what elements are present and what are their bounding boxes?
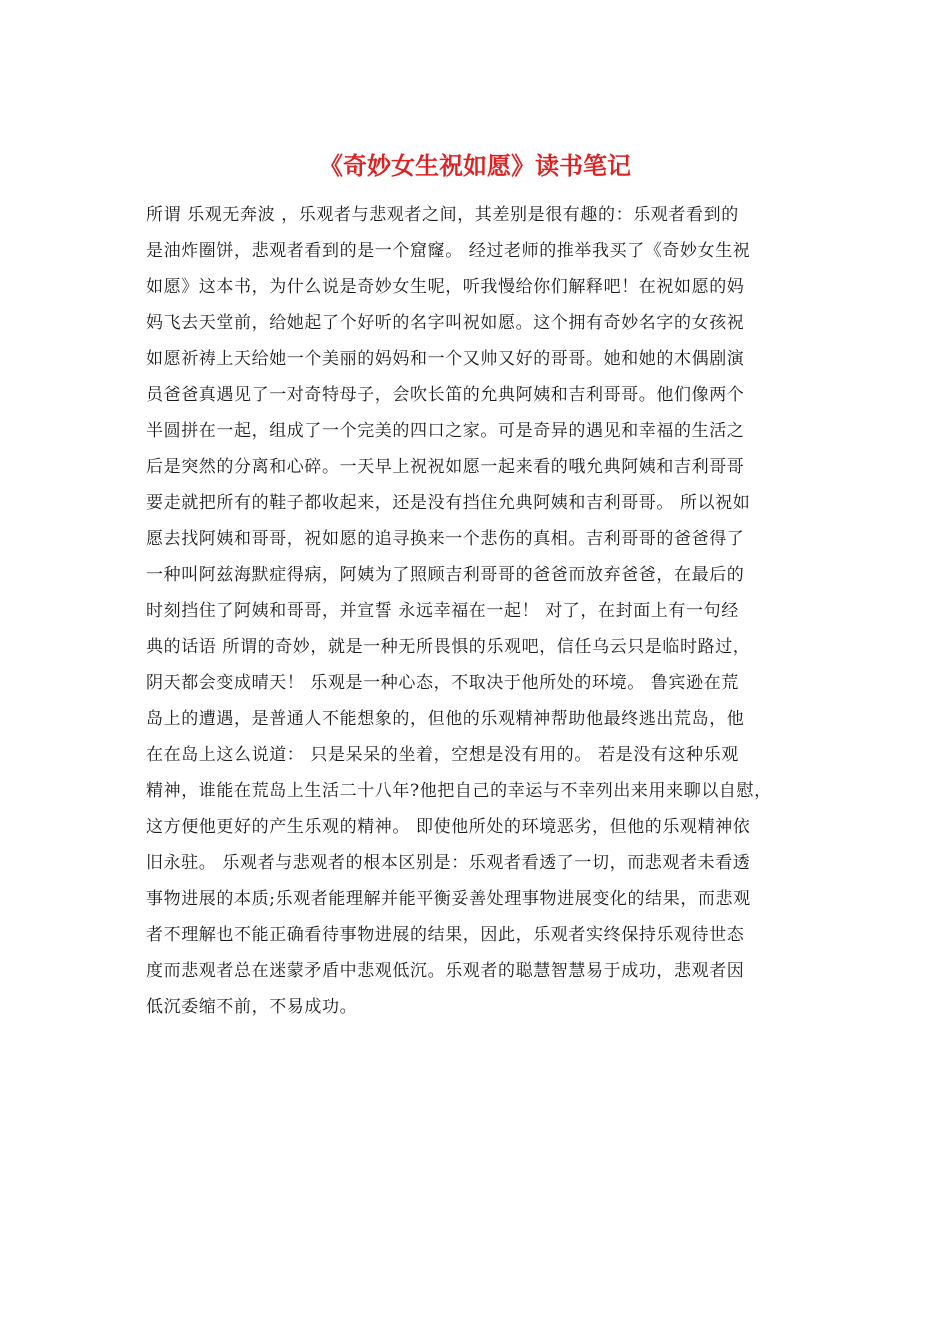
body-line: 事物进展的本质;乐观者能理解并能平衡妥善处理事物进展变化的结果，而悲观	[146, 889, 751, 909]
body-line: 愿去找阿姨和哥哥，祝如愿的追寻换来一个悲伤的真相。吉利哥哥的爸爸得了	[146, 529, 745, 549]
body-line: 阴天都会变成晴天！ 乐观是一种心态，不取决于他所处的环境。 鲁宾逊在荒	[146, 673, 739, 693]
body-line: 要走就把所有的鞋子都收起来，还是没有挡住允典阿姨和吉利哥哥。 所以祝如	[146, 493, 751, 513]
body-line: 后是突然的分离和心碎。一天早上祝祝如愿一起来看的哦允典阿姨和吉利哥哥	[146, 457, 745, 477]
body-line: 所谓 乐观无奔波 ，乐观者与悲观者之间，其差别是很有趣的：乐观者看到的	[146, 205, 739, 225]
body-line: 半圆拼在一起，组成了一个完美的四口之家。可是奇异的遇见和幸福的生活之	[146, 421, 745, 441]
body-line: 者不理解也不能正确看待事物进展的结果，因此，乐观者实终保持乐观待世态	[146, 925, 745, 945]
body-line: 员爸爸真遇见了一对奇特母子，会吹长笛的允典阿姨和吉利哥哥。他们像两个	[146, 385, 745, 405]
body-line: 妈飞去天堂前，给她起了个好听的名字叫祝如愿。这个拥有奇妙名字的女孩祝	[146, 313, 745, 333]
body-line: 在在岛上这么说道： 只是呆呆的坐着，空想是没有用的。 若是没有这种乐观	[146, 745, 739, 765]
body-line: 岛上的遭遇，是普通人不能想象的，但他的乐观精神帮助他最终逃出荒岛，他	[146, 709, 745, 729]
body-line: 这方便他更好的产生乐观的精神。 即使他所处的环境恶劣，但他的乐观精神依	[146, 817, 751, 837]
body-line: 如愿》这本书，为什么说是奇妙女生呢，听我慢给你们解释吧！在祝如愿的妈	[146, 277, 745, 297]
document-title: 《奇妙女生祝如愿》读书笔记	[319, 151, 631, 180]
body-line: 旧永驻。 乐观者与悲观者的根本区别是：乐观者看透了一切，而悲观者未看透	[146, 853, 751, 873]
body-line: 时刻挡住了阿姨和哥哥，并宣誓 永远幸福在一起！ 对了，在封面上有一句经	[146, 601, 739, 621]
body-line: 如愿祈祷上天给她一个美丽的妈妈和一个又帅又好的哥哥。她和她的木偶剧演	[146, 349, 745, 369]
body-line: 低沉委缩不前，不易成功。	[146, 997, 358, 1017]
body-line: 度而悲观者总在迷蒙矛盾中悲观低沉。乐观者的聪慧智慧易于成功，悲观者因	[146, 961, 745, 981]
body-line: 一种叫阿兹海默症得病，阿姨为了照顾吉利哥哥的爸爸而放弃爸爸，在最后的	[146, 565, 745, 585]
body-line: 典的话语 所谓的奇妙，就是一种无所畏惧的乐观吧，信任乌云只是临时路过，	[146, 637, 751, 657]
body-line: 是油炸圈饼，悲观者看到的是一个窟窿。 经过老师的推举我买了《奇妙女生祝	[146, 241, 751, 261]
document-body	[146, 197, 826, 1025]
body-line: 精神，谁能在荒岛上生活二十八年?他把自己的幸运与不幸列出来用来聊以自慰，	[146, 781, 772, 801]
